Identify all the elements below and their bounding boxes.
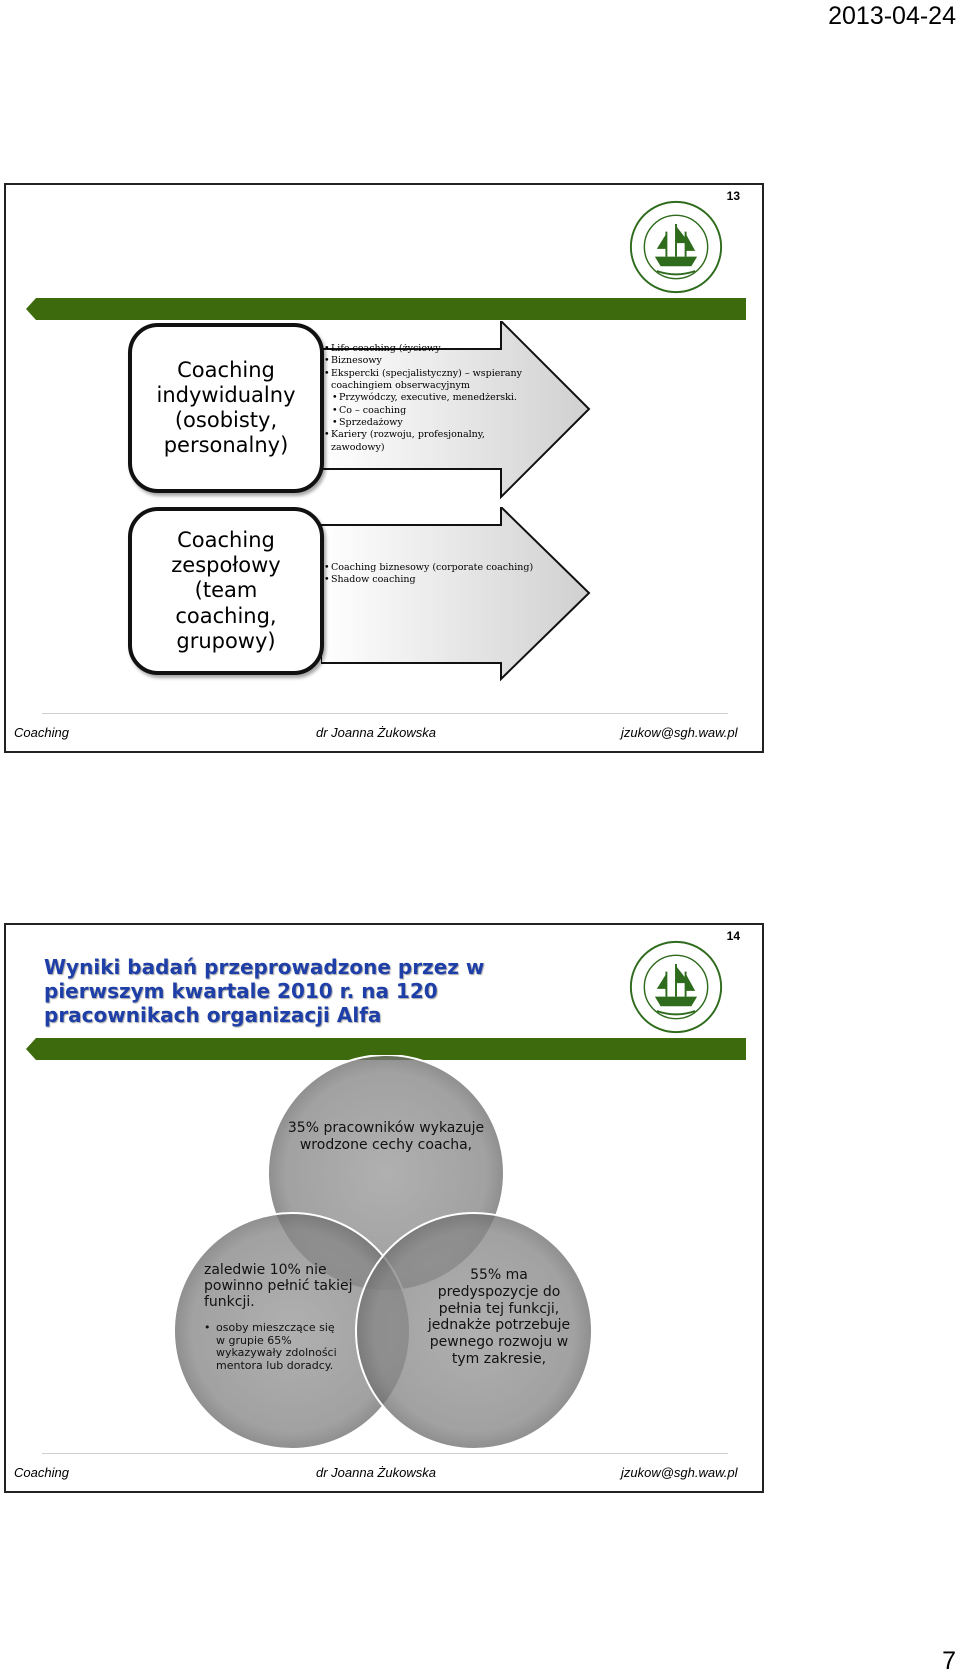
slide-title: Wyniki badań przeprowadzone przez w pierwszym kwartale 2010 r. na 120 pracownikach organizacji Alfa [44, 955, 485, 1027]
footer-course: Coaching [14, 725, 69, 740]
coaching-individual-box: Coaching indywidualny (osobisty, personalny) [128, 323, 324, 493]
list-item: • Shadow coaching [324, 574, 554, 586]
sgh-logo-icon [628, 199, 724, 295]
footer-email: jzukow@sgh.waw.pl [621, 725, 738, 740]
list-item: • Ekspercki (specjalistyczny) – wspierany coachingiem obserwacyjnym [324, 368, 524, 393]
individual-types-list [324, 343, 524, 454]
venn-right-label: 55% ma predyspozycje do pełnia tej funkcji, jednakże potrzebuje pewnego rozwoju w tym zakresie, [427, 1267, 571, 1367]
footer-course: Coaching [14, 1465, 69, 1480]
list-item: • Coaching biznesowy (corporate coaching) [324, 562, 554, 574]
slide-number: 13 [726, 189, 740, 203]
list-item: • Kariery (rozwoju, profesjonalny, zawodowy) [324, 429, 524, 454]
list-item: • Przywódczy, executive, menedżerski. [324, 392, 524, 404]
list-item: • Sprzedażowy [324, 417, 524, 429]
green-title-bar [26, 298, 746, 320]
footer-email: jzukow@sgh.waw.pl [621, 1465, 738, 1480]
venn-left-bullet: • osoby mieszczące się w grupie 65% wykazywały zdolności mentora lub doradcy. [204, 1322, 344, 1373]
venn-diagram [174, 1055, 594, 1450]
team-types-list [324, 562, 554, 587]
page-number: 7 [942, 1647, 956, 1675]
coaching-team-box: Coaching zespołowy (team coaching, grupowy) [128, 507, 324, 675]
list-item: • Life coaching (życiowy [324, 343, 524, 355]
venn-top-label: 35% pracowników wykazuje wrodzone cechy coacha, [287, 1120, 485, 1153]
arrow-shape [321, 507, 591, 683]
footer-divider [42, 1453, 728, 1454]
footer-author: dr Joanna Żukowska [316, 1465, 436, 1480]
venn-left-label: zaledwie 10% nie powinno pełnić takiej funkcji. [204, 1262, 353, 1311]
footer-author: dr Joanna Żukowska [316, 725, 436, 740]
slide-14 [4, 923, 764, 1493]
page-date: 2013-04-24 [828, 2, 956, 30]
slide-13 [4, 183, 764, 753]
list-item: • Biznesowy [324, 355, 524, 367]
footer-divider [42, 713, 728, 714]
slide-number: 14 [726, 929, 740, 943]
list-item: • Co – coaching [324, 405, 524, 417]
sgh-logo-icon [628, 939, 724, 1035]
